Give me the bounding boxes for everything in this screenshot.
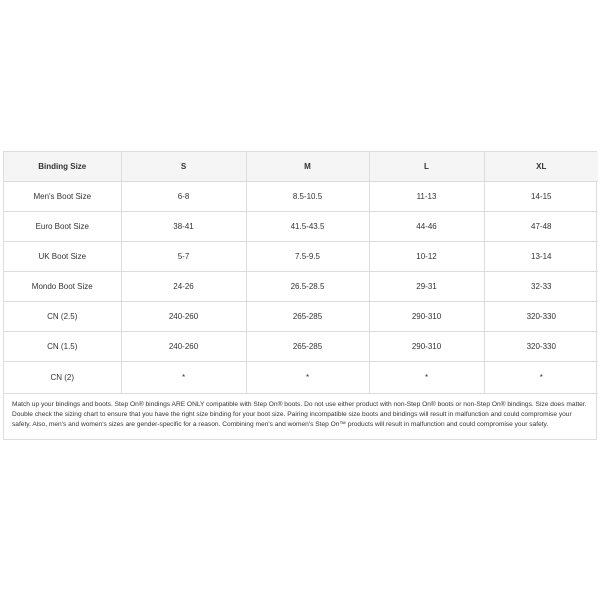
cell-m: 41.5-43.5 [246, 212, 369, 242]
cell-l: * [369, 362, 484, 394]
cell-xl: 32-33 [484, 272, 598, 302]
header-size-l: L [369, 152, 484, 182]
row-cn-1-5 [4, 332, 598, 362]
cell-l: 290-310 [369, 332, 484, 362]
row-label: Men's Boot Size [4, 182, 121, 212]
header-row [4, 152, 598, 182]
row-label: Euro Boot Size [4, 212, 121, 242]
cell-s: 24-26 [121, 272, 246, 302]
cell-xl: * [484, 362, 598, 394]
cell-m: 26.5-28.5 [246, 272, 369, 302]
row-cn-2-5 [4, 302, 598, 332]
binding-size-chart [3, 151, 597, 440]
cell-xl: 13-14 [484, 242, 598, 272]
row-label: CN (1.5) [4, 332, 121, 362]
cell-s: 6-8 [121, 182, 246, 212]
cell-s: 5-7 [121, 242, 246, 272]
row-label: CN (2.5) [4, 302, 121, 332]
header-size-xl: XL [484, 152, 598, 182]
cell-l: 11-13 [369, 182, 484, 212]
compatibility-note: Match up your bindings and boots. Step On® bindings ARE ONLY compatible with Step On® boots. Do not use either product with non-Step On® boots or non-Step On® bindings. Size does matter. Double check the sizing chart to ensure that you have the right size binding for your boot size. Pairing incompatible size boots and bindings will result in malfunction and could compromise your safety. Also, men's and women's sizes are gender-specific for a reason. Combining men's and women's Step On™ products will result in malfunction and could compromise your safety. [12, 401, 587, 428]
row-mondo-boot-size [4, 272, 598, 302]
cell-l: 44-46 [369, 212, 484, 242]
row-label: UK Boot Size [4, 242, 121, 272]
row-uk-boot-size [4, 242, 598, 272]
cell-m: 265-285 [246, 332, 369, 362]
row-label: Mondo Boot Size [4, 272, 121, 302]
cell-m: 8.5-10.5 [246, 182, 369, 212]
cell-s: 240-260 [121, 302, 246, 332]
cell-s: 240-260 [121, 332, 246, 362]
cell-s: 38-41 [121, 212, 246, 242]
header-size-m: M [246, 152, 369, 182]
header-binding-size: Binding Size [4, 152, 121, 182]
row-euro-boot-size [4, 212, 598, 242]
cell-m: * [246, 362, 369, 394]
cell-xl: 14-15 [484, 182, 598, 212]
cell-xl: 47-48 [484, 212, 598, 242]
header-size-s: S [121, 152, 246, 182]
row-cn-2 [4, 362, 598, 394]
size-table [4, 152, 598, 394]
row-mens-boot-size [4, 182, 598, 212]
cell-l: 29-31 [369, 272, 484, 302]
cell-xl: 320-330 [484, 332, 598, 362]
cell-m: 7.5-9.5 [246, 242, 369, 272]
cell-l: 290-310 [369, 302, 484, 332]
row-label: CN (2) [4, 362, 121, 394]
cell-m: 265-285 [246, 302, 369, 332]
cell-l: 10-12 [369, 242, 484, 272]
cell-xl: 320-330 [484, 302, 598, 332]
cell-s: * [121, 362, 246, 394]
